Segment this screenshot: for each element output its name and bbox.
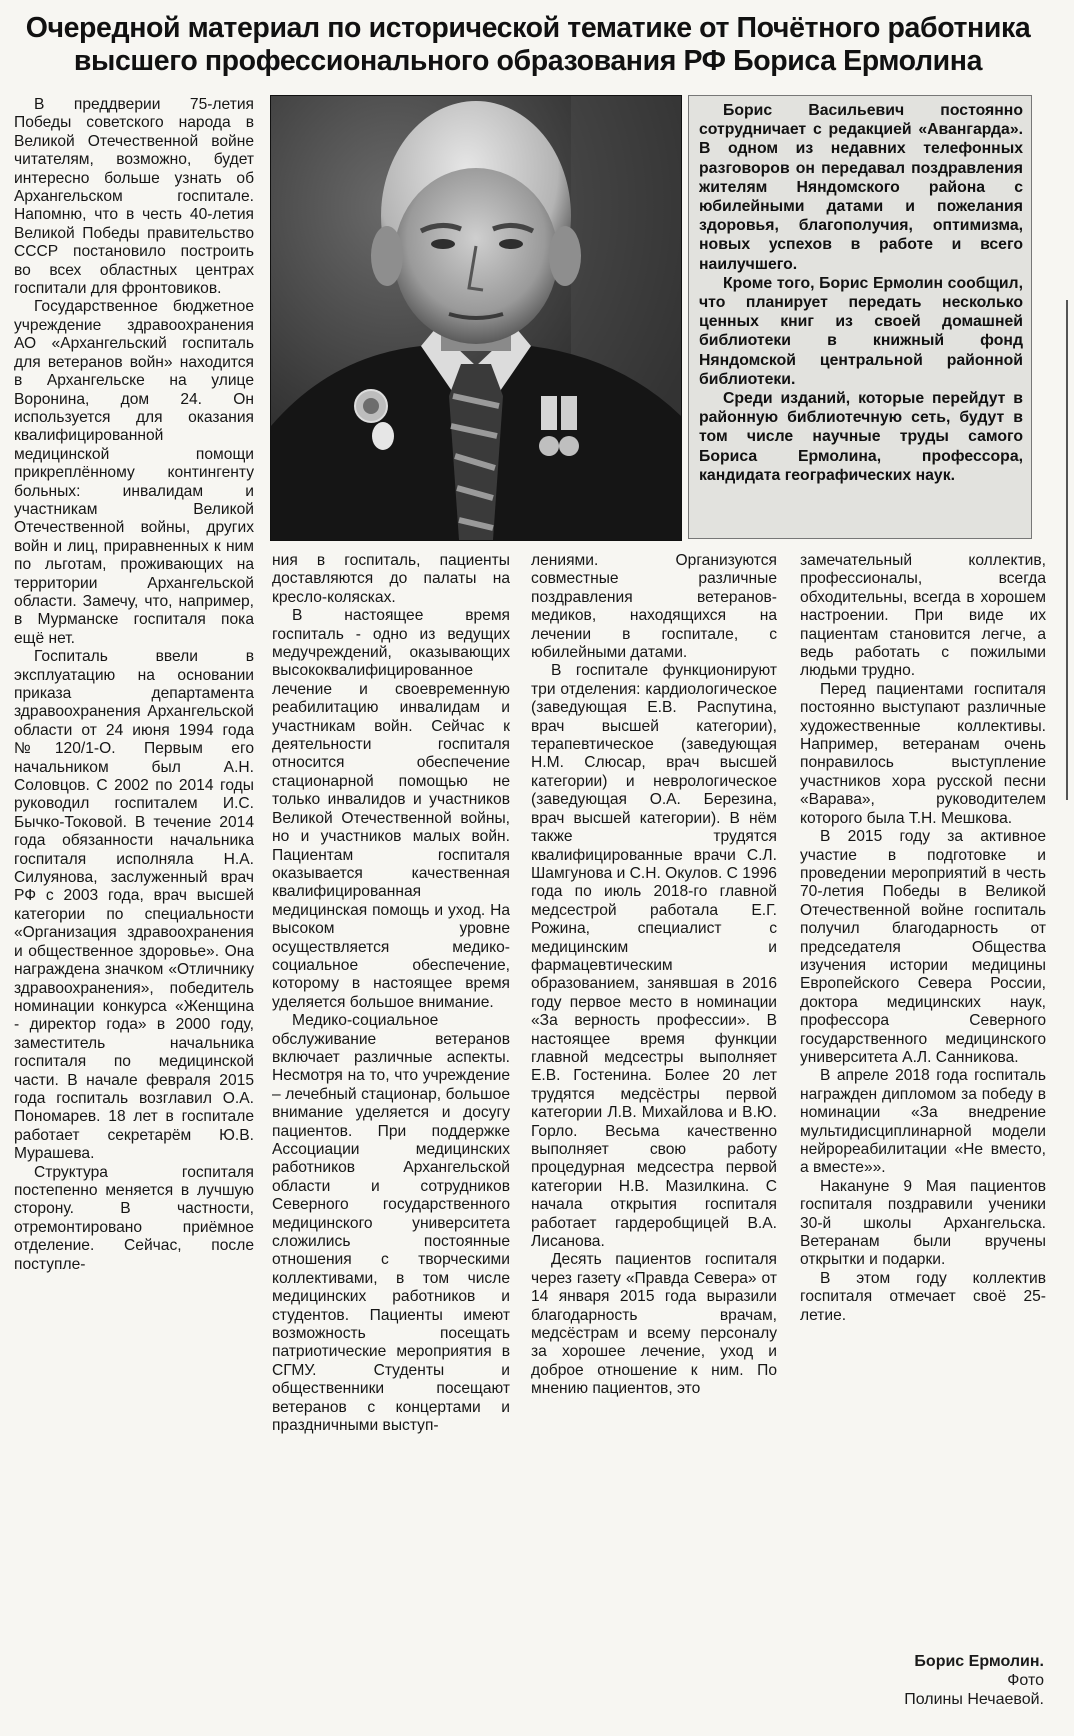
paragraph: Медико-социальное обслуживание ветеранов включает различные аспекты. Несмотря на то, что учреждение – лечебный стационар, большое внимание уделяется и досугу пациентов. При поддержке Ассоциации медицинских работников Архангельской области и сотрудников Северного государственного медицинского университета сложились постоянные отношения с творческими коллективами, в том числе медицинских работников и студентов. Пациенты имеют возможность посещать патриотические мероприятия в СГМУ. Студенты и общественники посещают ветеранов с концертами и праздничными выступ- [272,1012,510,1435]
paragraph: В этом году коллектив госпиталя отмечает своё 25-летие. [800,1269,1046,1324]
paragraph: Борис Васильевич постоянно сотрудничает с редакцией «Авангарда». В одном из недавних телефонных разговоров он передавал поздравления жителям Няндомского района с юбилейными датами и пожелания здоровья, благополучия, оптимизма, новых успехов в работе и всего наилучшего. [699,102,1023,273]
headline-line-2: высшего профессионального образования РФ Бориса Ермолина [73,45,983,77]
byline [800,1652,1044,1709]
page-edge-rule [1066,300,1068,800]
photo-credit: Полины Нечаевой. [904,1691,1044,1708]
paragraph: В госпитале функционируют три отделения: кардиологическое (заведующая Е.В. Распутина, врач высшей категории), терапевтическое (заведующая Н.М. Слюсар, врач высшей категории) и неврологическое (заведующая О.А. Березина, врач высшей категории). В нём также трудятся квалифицированные врачи С.Л. Шамгунова и С.Н. Окулов. С 1996 года по июль 2018-го главной медсестрой работала Е.Г. Рожина, специалист с медицинским и фармацевтическим образованием, занявшая в 2016 году первое место в номинации «За верность профессии». В настоящее время функции главной медсестры выполняет Е.В. Гостенина. Более 20 лет трудятся медсёстры первой категории Л.В. Михайлова и В.Ю. Горло. Весьма качественно выполняет свою работу процедурная медсестра первой категории Н.В. Мазилкина. С начала открытия госпиталя работает гардеробщицей В.А. Лисанова. [531,662,777,1251]
paragraph: Структура госпиталя постепенно меняется в лучшую сторону. В частности, отремонтировано приёмное отделение. Сейчас, после поступле- [14,1163,254,1273]
sidebar-note [688,95,1032,539]
paragraph: В 2015 году за активное участие в подготовке и проведении мероприятий в честь 70-летия Победы в Великой Отечественной войне госпиталь получил благодарность от председателя Общества изучения истории медицины Европейского Севера России, доктора медицинских наук, профессора Северного государственного медицинского университета А.Л. Санникова. [800,828,1046,1066]
article-column-4 [800,552,1046,1732]
paragraph: В апреле 2018 года госпиталь награжден дипломом за победу в номинации «За внедрение мультидисциплинарной модели нейрореабилитации «Не вместо, а вместе»». [800,1067,1046,1177]
paragraph: Госпиталь ввели в эксплуатацию на основании приказа департамента здравоохранения Архангельской области от 24 июня 1994 года №120/1-О. Первым его начальником был А.Н. Соловцов. С 2002 по 2014 годы руководил госпиталем И.С. Бычко-Токовой. В течение 2014 года обязанности начальника госпиталя исполняла Н.А. Силуянова, заслуженный врач РФ с 2003 года, врач высшей категории по специальности «Организация здравоохранения и общественное здоровье». Она награждена значком «Отличнику здравоохранения», победитель номинации конкурса «Женщина - директор года» в 2000 году, заместитель начальника госпиталя по медицинской части. В начале февраля 2015 года госпиталь возглавил О.А. Пономарев. 18 лет в госпитале работает секретарём Ю.В. Мурашева. [14,648,254,1163]
paragraph: замечательный коллектив, профессионалы, всегда обходительны, всегда в хорошем настроении. При виде их пациентам становится легче, а ведь работать с пожилыми людьми трудно. [800,552,1046,680]
photo-label: Фото [1007,1672,1044,1689]
paragraph: ния в госпиталь, пациенты доставляются до палаты на кресло-колясках. [272,552,510,606]
paragraph: лениями. Организуются совместные различные поздравления ветеранов-медиков, находящихся на лечении в госпитале, с юбилейными датами. [531,552,777,662]
article-column-3 [531,552,777,1732]
author-name: Борис Ермолин. [914,1653,1044,1670]
paragraph: Перед пациентами госпиталя постоянно выступают различные художественные коллективы. Например, ветеранам очень понравилось выступление участников хора русской песни «Варава», руководителем которого была Т.Н. Мешкова. [800,680,1046,827]
headline-line-1: Очередной материал по исторической тематике от Почётного работника [25,12,1031,44]
portrait-photo [270,95,682,541]
paragraph: В настоящее время госпиталь - одно из ведущих медучреждений, оказывающих высококвалифицированное лечение и своевременную реабилитацию инвалидам и участникам войн. Сейчас к деятельности госпиталя относится обеспечение стационарной помощью не только инвалидов и участников Великой Отечественной войны, но и участников малых войн. Пациентам госпиталя оказывается качественная квалифицированная медицинская помощь и уход. На высоком уровне осуществляется медико-социальное обеспечение, которому в настоящее время уделяется большое внимание. [272,607,510,1011]
article-headline [18,12,1038,78]
article-column-1 [14,96,254,1732]
paragraph: Кроме того, Борис Ермолин сообщил, что планирует передать несколько ценных книг из своей домашней библиотеки в книжный фонд Няндомской центральной районной библиотеки. [699,274,1023,388]
portrait-illustration [271,96,681,540]
article-column-2 [272,552,510,1732]
paragraph: Десять пациентов госпиталя через газету «Правда Севера» от 14 января 2015 года выразили благодарность врачам, медсёстрам и всему персоналу за хорошее лечение, уход и доброе отношение к ним. По мнению пациентов, это [531,1251,777,1398]
paragraph: Накануне 9 Мая пациентов госпиталя поздравили ученики 30-й школы Архангельска. Ветеранам были вручены открытки и подарки. [800,1177,1046,1269]
paragraph: Государственное бюджетное учреждение здравоохранения АО «Архангельский госпиталь для ветеранов войн» находится в Архангельске на улице Воронина, дом 24. Он используется для оказания квалифицированной медицинской помощи прикреплённому контингенту больных: инвалидам и участникам Великой Отечественной войны, других войн и лиц, приравненных к ним по льготам, проживающих на территории Архангельской области. Замечу, что, например, в Мурманске госпиталя пока ещё нет. [14,298,254,647]
paragraph: В преддверии 75-летия Победы советского народа в Великой Отечественной войне читателям, возможно, будет интересно больше узнать об Архангельском госпитале. Напомню, что в честь 40-летия Великой Победы правительство СССР постановило построить во всех областных центрах госпитали для фронтовиков. [14,96,254,298]
paragraph: Среди изданий, которые перейдут в районную библиотечную сеть, будут в том числе научные труды самого Бориса Ермолина, профессора, кандидата географических наук. [699,390,1023,484]
